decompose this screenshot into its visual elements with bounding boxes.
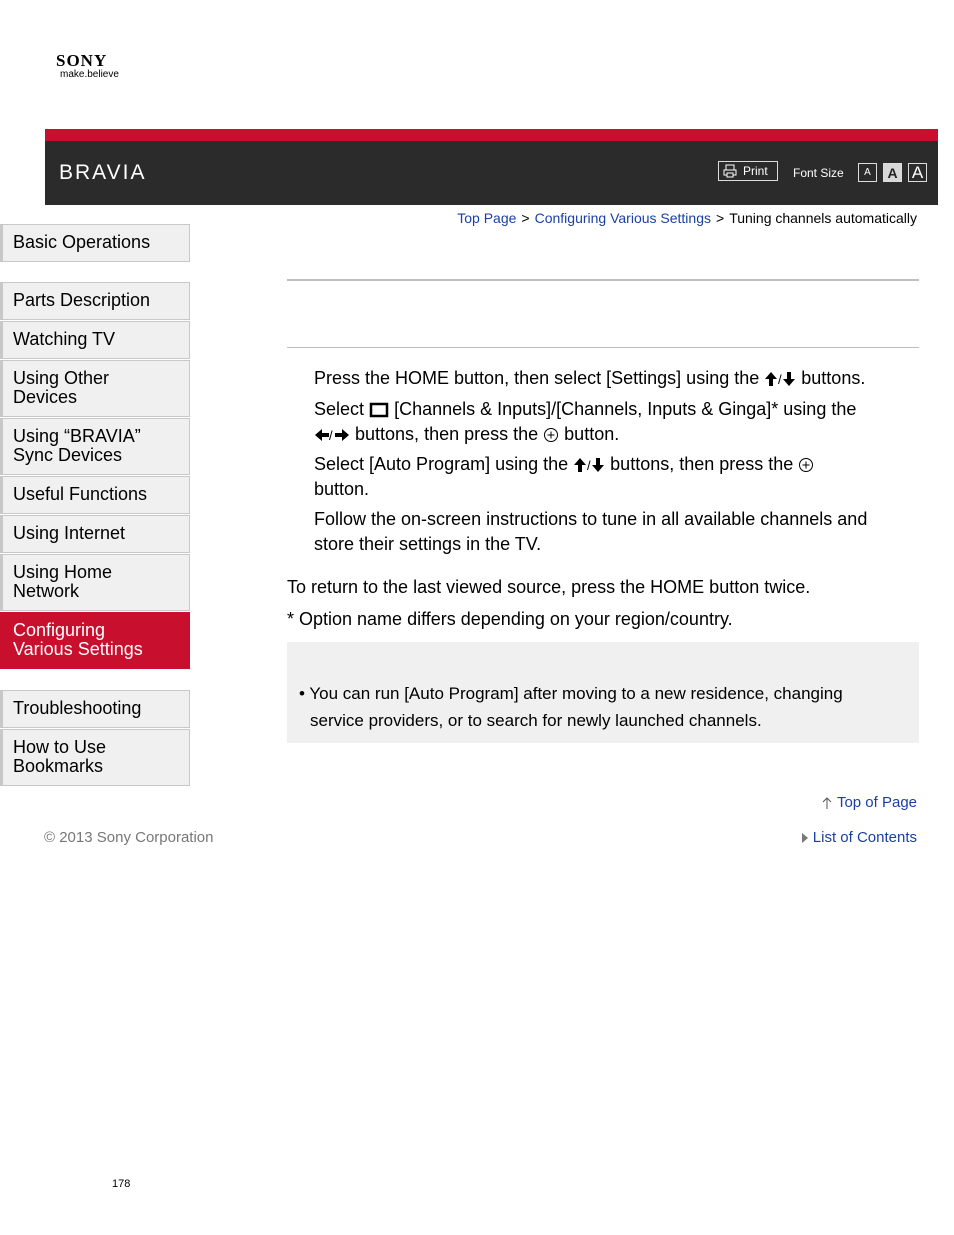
up-down-arrow-icon <box>764 371 796 387</box>
sidebar-item-configuring-settings[interactable] <box>0 612 190 669</box>
copyright: © 2013 Sony Corporation <box>44 829 214 846</box>
svg-text:/: / <box>778 372 782 388</box>
step-2 <box>314 397 919 447</box>
step-text: [Channels & Inputs]/[Channels, Inputs & Ginga]* using the <box>394 399 857 419</box>
svg-text:/: / <box>587 458 591 474</box>
triangle-right-icon <box>801 832 809 844</box>
sidebar-item-label: Using Home Network <box>13 562 113 601</box>
sidebar-item-parts-description[interactable] <box>0 282 190 320</box>
footnote: * Option name differs depending on your region/country. <box>287 609 733 629</box>
sidebar-item-bookmarks[interactable] <box>0 729 190 786</box>
top-of-page-link[interactable] <box>821 794 917 811</box>
hint-box <box>287 642 919 743</box>
sidebar-item-label: How to Use Bookmarks <box>13 737 107 776</box>
breadcrumb-configuring[interactable]: Configuring Various Settings <box>534 210 711 226</box>
step-text: buttons, then press the <box>610 454 794 474</box>
top-of-page-label: Top of Page <box>836 794 917 811</box>
step-text: button. <box>564 424 620 444</box>
step-text: Select [Auto Program] using the <box>314 454 569 474</box>
sidebar-item-label: Watching TV <box>13 329 116 349</box>
font-size-large-button[interactable]: A <box>908 163 927 182</box>
sony-logo <box>56 52 119 81</box>
step-text: buttons, then press the <box>355 424 539 444</box>
hint-line: You can run [Auto Program] after moving to a new residence, changing <box>309 684 843 703</box>
svg-text:/: / <box>329 428 333 444</box>
printer-icon <box>723 164 737 178</box>
breadcrumb-separator: > <box>716 210 725 226</box>
settings-category-icon <box>369 402 389 418</box>
step-4 <box>314 507 904 557</box>
sidebar-item-bravia-sync[interactable] <box>0 418 190 475</box>
sony-tagline: make.believe <box>60 69 119 80</box>
sidebar-item-label: Useful Functions <box>13 484 148 504</box>
sidebar-item-label: Troubleshooting <box>13 698 142 718</box>
enter-button-icon <box>798 457 814 473</box>
print-button[interactable] <box>718 161 778 181</box>
header-bar <box>45 141 938 205</box>
sidebar-item-using-other-devices[interactable] <box>0 360 190 417</box>
product-title: BRAVIA <box>59 161 147 184</box>
sidebar-item-label: Using Internet <box>13 523 126 543</box>
list-of-contents-link[interactable] <box>801 829 917 846</box>
enter-button-icon <box>543 427 559 443</box>
step-text: Select <box>314 399 365 419</box>
step-3 <box>314 452 919 502</box>
page-number: 178 <box>112 1178 131 1190</box>
font-size-medium-button[interactable]: A <box>883 163 902 182</box>
step-text: button. <box>314 479 370 499</box>
breadcrumb <box>457 210 917 226</box>
sidebar-item-home-network[interactable] <box>0 554 190 611</box>
hint-bullet: • <box>299 684 305 703</box>
up-down-arrow-icon <box>573 457 605 473</box>
return-note: To return to the last viewed source, press the HOME button twice. <box>287 577 811 597</box>
list-of-contents-label: List of Contents <box>812 829 917 846</box>
sidebar-item-using-internet[interactable] <box>0 515 190 553</box>
sidebar-item-useful-functions[interactable] <box>0 476 190 514</box>
title-divider-top <box>287 279 919 281</box>
sidebar-item-label: Basic Operations <box>13 232 151 252</box>
breadcrumb-top-page[interactable]: Top Page <box>457 210 517 226</box>
sidebar-item-label: Parts Description <box>13 290 151 310</box>
print-label: Print <box>743 164 768 178</box>
step-text: buttons. <box>801 368 866 388</box>
hint-text <box>299 680 843 734</box>
hint-line: service providers, or to search for newly launched channels. <box>310 711 762 730</box>
step-text: Press the HOME button, then select [Settings] using the <box>314 368 760 388</box>
sidebar-item-label: Configuring Various Settings <box>13 620 143 659</box>
font-size-small-button[interactable]: A <box>858 163 877 182</box>
header-accent-bar <box>45 129 938 141</box>
step-1 <box>314 366 919 391</box>
sidebar-item-troubleshooting[interactable] <box>0 690 190 728</box>
sidebar-item-label: Using “BRAVIA” Sync Devices <box>13 426 141 465</box>
sidebar-item-label: Using Other Devices <box>13 368 110 407</box>
title-divider-bottom <box>287 347 919 348</box>
sidebar-item-watching-tv[interactable] <box>0 321 190 359</box>
font-size-label: Font Size <box>793 166 844 180</box>
arrow-up-icon <box>821 796 833 810</box>
breadcrumb-current: Tuning channels automatically <box>729 210 917 226</box>
sony-wordmark: SONY <box>56 51 108 70</box>
left-right-arrow-icon <box>314 427 350 443</box>
breadcrumb-separator: > <box>521 210 530 226</box>
sidebar-item-basic-operations[interactable] <box>0 224 190 262</box>
step-text: Follow the on-screen instructions to tune in all available channels and store their settings in the TV. <box>314 509 868 554</box>
